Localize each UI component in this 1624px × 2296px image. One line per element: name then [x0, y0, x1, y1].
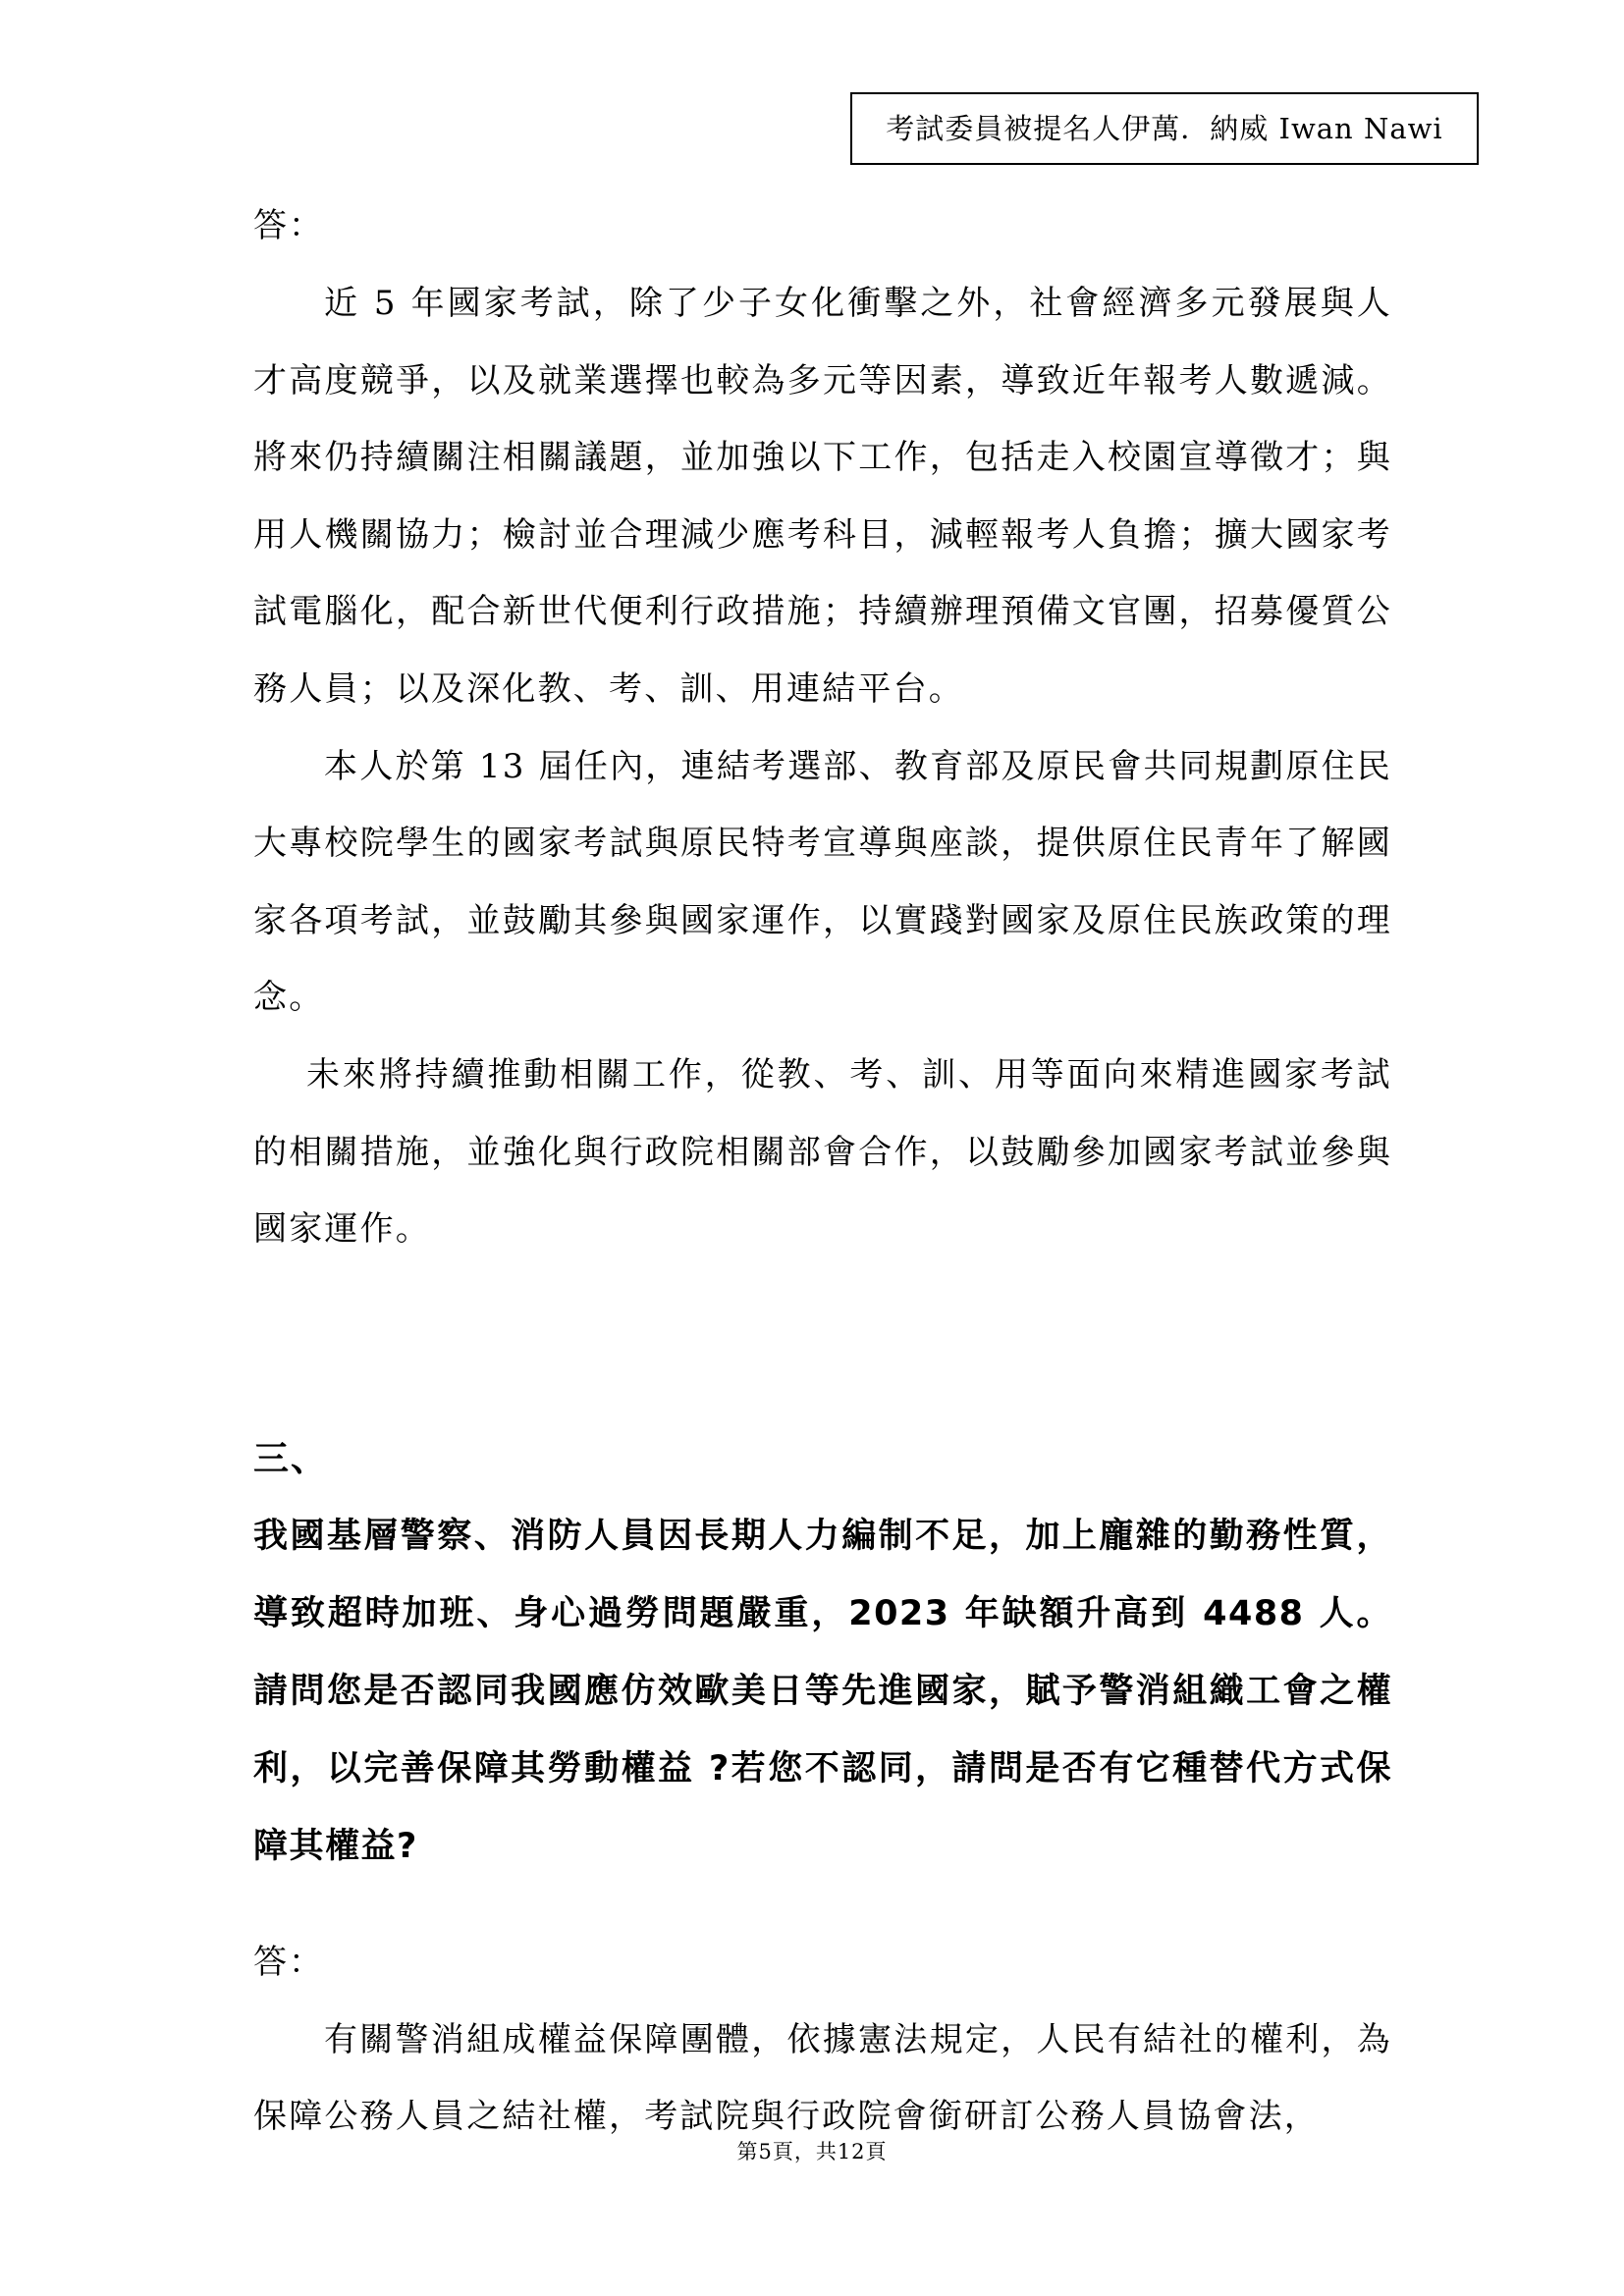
section-number: 三、 [253, 1437, 329, 1479]
page-number: 第5頁，共12頁 [736, 2140, 888, 2163]
nominee-header: 考試委員被提名人伊萬．納威 Iwan Nawi [850, 92, 1479, 165]
answer-paragraph: 本人於第 13 屆任內，連結考選部、教育部及原民會共同規劃原住民大專校院學生的國家考試與原民特考宣導與座談，提供原住民青年了解國家各項考試，並鼓勵其參與國家運作，以實踐對國家及原住民族政策的理念。 [253, 746, 1392, 1018]
answer-label: 答： [253, 1942, 324, 1982]
question-spacer [253, 1886, 1392, 1923]
section-spacer [253, 1268, 1392, 1419]
document-body [253, 187, 1392, 2156]
answer-paragraph: 近 5 年國家考試，除了少子女化衝擊之外，社會經濟多元發展與人才高度競爭，以及就業選擇也較為多元等因素，導致近年報考人數遞減。將來仍持續關注相關議題，並加強以下工作，包括走入校園宣導徵才；與用人機關協力；檢討並合理減少應考科目，減輕報考人負擔；擴大國家考試電腦化，配合新世代便利行政措施；持續辦理預備文官團，招募優質公務人員；以及深化教、考、訓、用連結平台。 [253, 284, 1392, 709]
answer-paragraph: 未來將持續推動相關工作，從教、考、訓、用等面向來精進國家考試的相關措施，並強化與行政院相關部會合作，以鼓勵參加國家考試並參與國家運作。 [253, 1054, 1392, 1250]
answer-paragraph: 有關警消組成權益保障團體，依據憲法規定，人民有結社的權利，為保障公務人員之結社權，考試院與行政院會銜研訂公務人員協會法， [253, 2019, 1392, 2137]
question-text: 我國基層警察、消防人員因長期人力編制不足，加上龐雜的勤務性質，導致超時加班、身心過勞問題嚴重，2023 年缺額升高到 4488 人。請問您是否認同我國應仿效歐美日等先進國家，賦予警消組織工會之權利，以完善保障其勞動權益 ?若您不認同，請問是否有它種替代方式保障其權益? [253, 1516, 1392, 1866]
answer-label: 答： [253, 206, 324, 245]
